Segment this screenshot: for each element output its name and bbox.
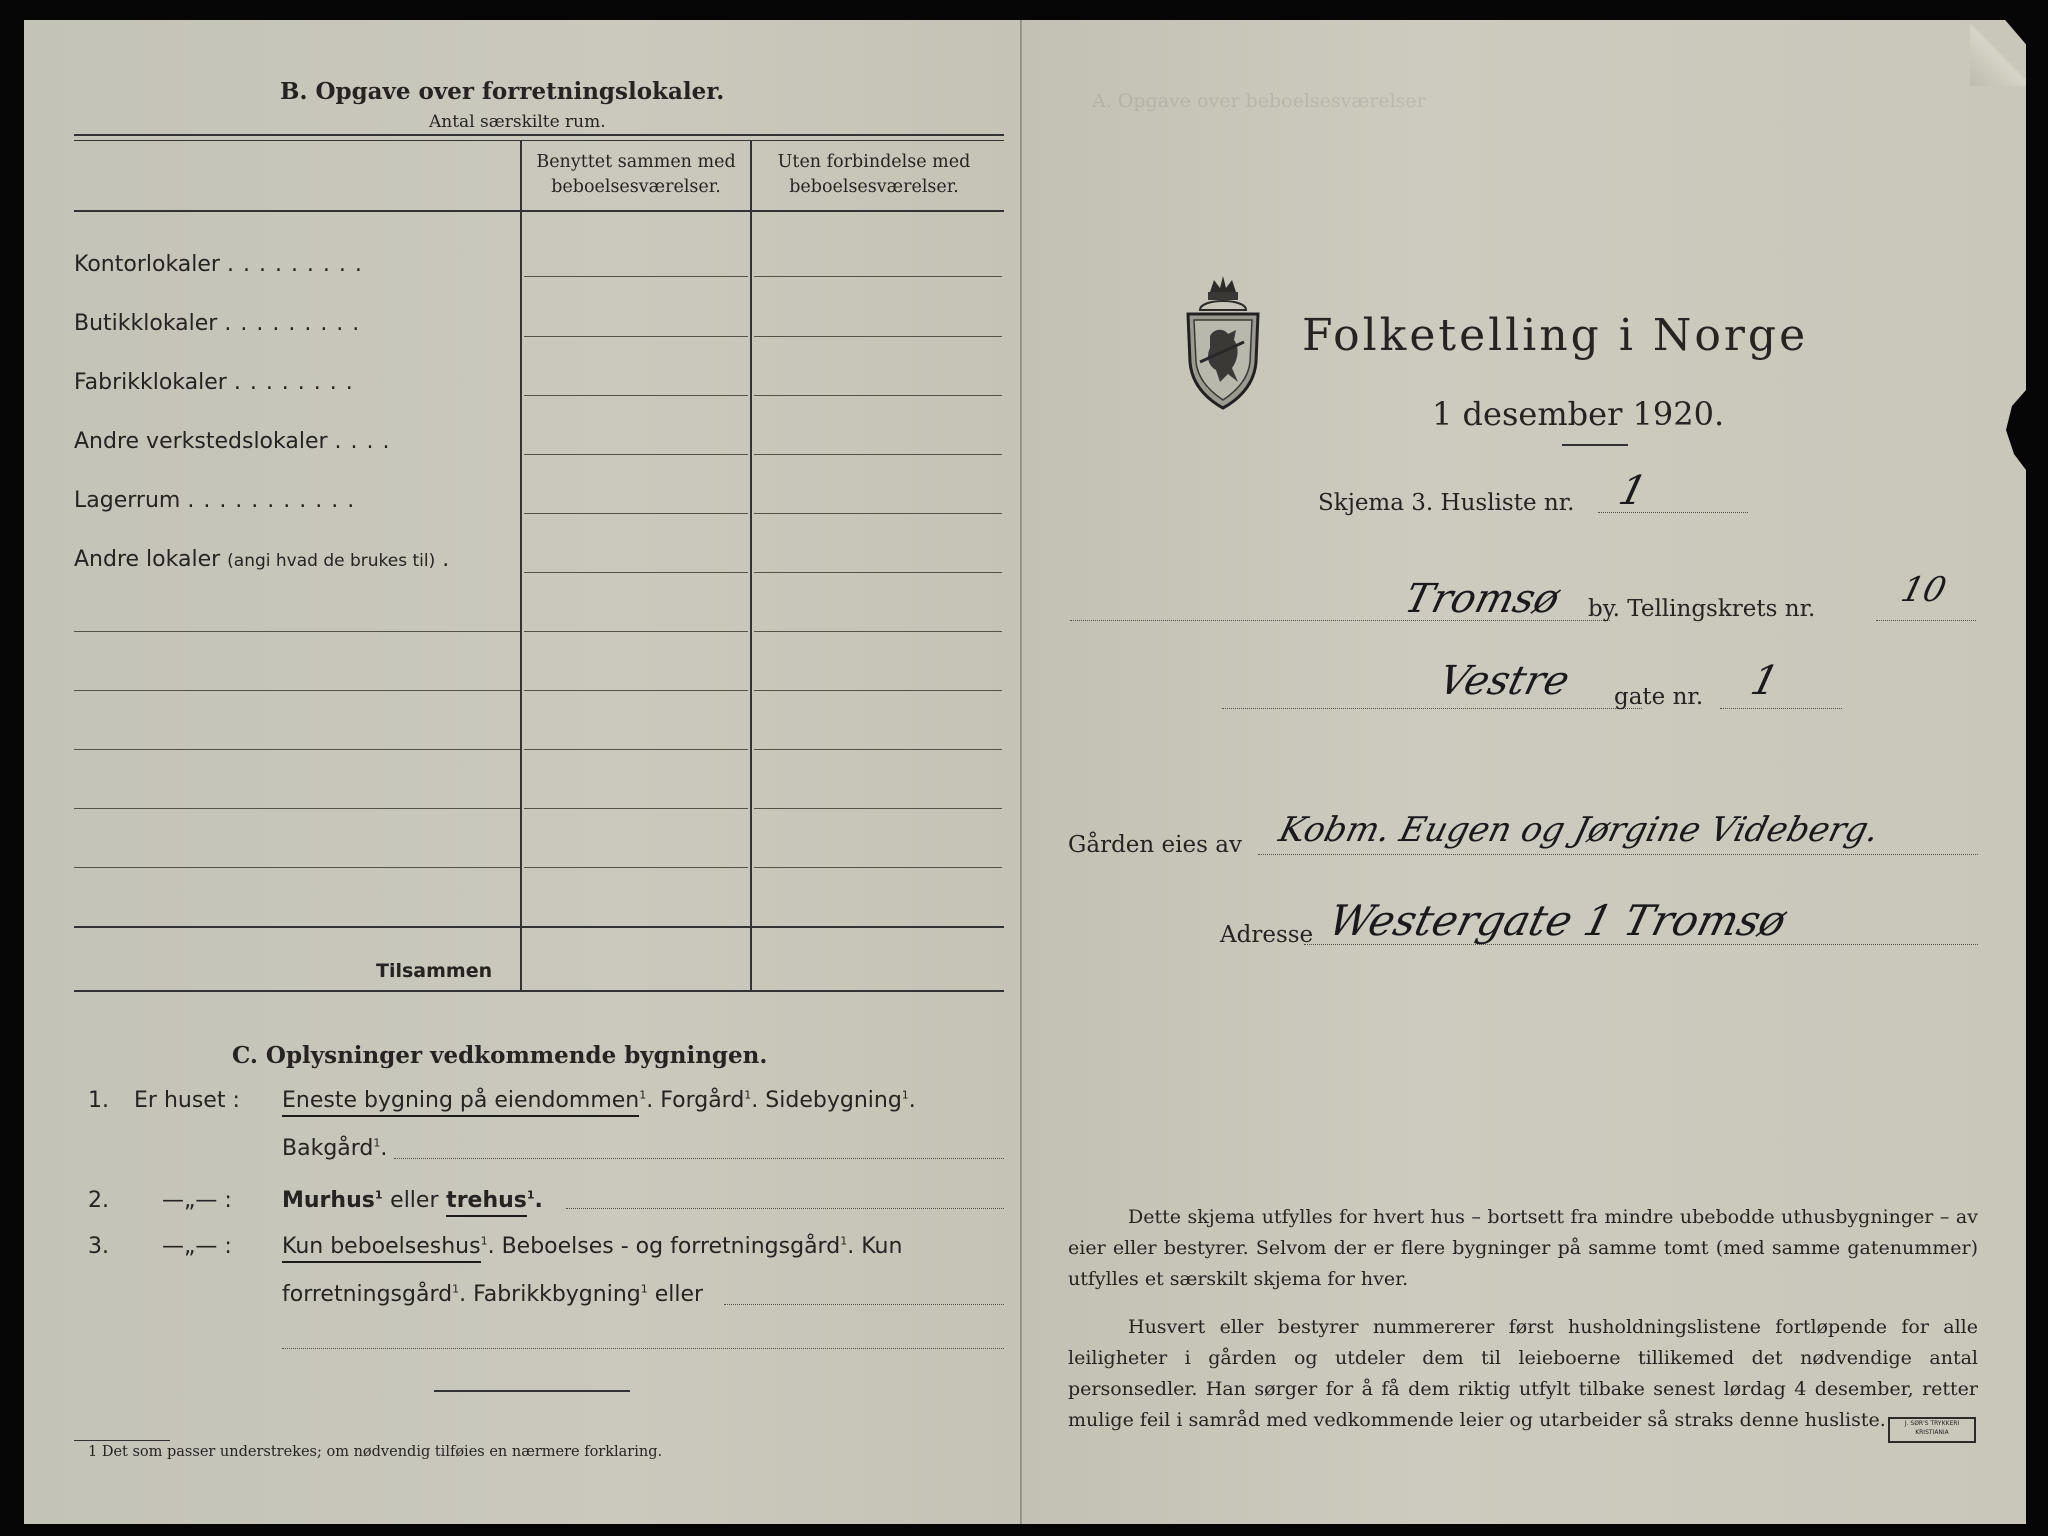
title-rule [1562, 444, 1628, 446]
col-header-separate-line2: beboelsesværelser. [789, 177, 959, 197]
footnote: 1 Det som passer understrekes; om nødvendig tilføies en nærmere forklaring. [88, 1444, 663, 1460]
table-col-divider-2 [750, 140, 752, 990]
item2-option-b: trehus [446, 1188, 527, 1217]
row-hint-andre: (angi hvad de brukes til) [227, 551, 436, 571]
row-name-butikk: Butikklokaler [74, 311, 218, 336]
item1-option-b: Forgård [660, 1088, 745, 1113]
item3-fill-line-2 [282, 1348, 1004, 1349]
cell-line [754, 808, 1002, 809]
item1-option-a: Eneste bygning på eiendommen [282, 1088, 639, 1117]
row-name-lager: Lagerrum [74, 488, 181, 513]
item3-option-d: forretningsgård [282, 1282, 453, 1307]
table-top-rule-thin [74, 140, 1004, 141]
sup: 1 [480, 1234, 488, 1248]
cell-line [754, 454, 1002, 455]
item2-fill-line [566, 1208, 1004, 1209]
sup: 1 [452, 1282, 460, 1296]
item2-num: 2. [88, 1188, 109, 1213]
bleed-through-text: A. Opgave over beboelsesværelser [1092, 90, 1426, 112]
item2-options: Murhus$^1$ eller trehus$^1$. [282, 1188, 543, 1213]
row-label-butikk [74, 311, 368, 336]
cell-line [754, 631, 1002, 632]
item3-option-e: Fabrikkbygning [473, 1282, 641, 1307]
cell-line [754, 690, 1002, 691]
row-name-kontor: Kontorlokaler [74, 252, 220, 277]
schema-label: Skjema 3. Husliste nr. [1318, 490, 1575, 516]
by-label: by. Tellingskrets nr. [1588, 596, 1816, 622]
item1-options: Eneste bygning på eiendommen$^1$. Forgård$^1$. Sidebygning$^1$. [282, 1088, 916, 1113]
cell-line [524, 867, 748, 868]
table-col-divider-1 [520, 140, 522, 990]
item3-num: 3. [88, 1234, 109, 1259]
cell-line [524, 276, 748, 277]
item1-option-d: Bakgård [282, 1136, 374, 1161]
cell-line [524, 690, 748, 691]
col-header-separate [754, 150, 994, 200]
section-b-title: B. Opgave over forretningslokaler. [280, 78, 725, 105]
row-name-fabrikk: Fabrikklokaler [74, 370, 227, 395]
item2-lead: —„— : [162, 1188, 232, 1213]
row-dots-verksted: .... [334, 429, 399, 454]
gate-value: Vestre [1434, 658, 1575, 704]
cell-line [754, 572, 1002, 573]
item1-option-c: Sidebygning [765, 1088, 902, 1113]
table-top-rule [74, 134, 1004, 136]
table-bottom-rule [74, 990, 1004, 992]
right-page [1022, 20, 2026, 1524]
owner-label: Gården eies av [1068, 832, 1242, 858]
item1-option-d-wrap: Bakgård$^1$. [282, 1136, 388, 1161]
section-b-subtitle: Antal særskilte rum. [429, 112, 606, 132]
cell-line [524, 336, 748, 337]
husliste-nr-value: 1 [1614, 468, 1652, 514]
row-dots-fabrikk: ........ [233, 370, 362, 395]
col-header-shared-line2: beboelsesværelser. [551, 177, 721, 197]
sup: 1 [901, 1088, 909, 1102]
row-label-kontor [74, 252, 371, 277]
item3-options: Kun beboelseshus$^1$. Beboelses - og forretningsgård$^1$. Kun [282, 1234, 902, 1259]
row-label-lager [74, 488, 363, 513]
col-header-shared-line1: Benyttet sammen med [536, 152, 736, 172]
item2-option-a: Murhus [282, 1188, 375, 1213]
cell-line [524, 808, 748, 809]
cell-line [754, 749, 1002, 750]
col-header-shared [524, 150, 748, 200]
item3-fill-line [724, 1304, 1004, 1305]
item3-lead: —„— : [162, 1234, 232, 1259]
blank-line [74, 749, 520, 750]
row-label-fabrikk [74, 370, 362, 395]
instructions-para-1: Dette skjema utfylles for hvert hus – bortsett fra mindre ubebodde uthusbygninger – av eier eller bestyrer. Selvom der er flere bygninger på samme tomt (med samme gatenummer) utfylles et særskilt skjema for hver. [1068, 1206, 1978, 1290]
blank-line [74, 867, 520, 868]
blank-line [74, 631, 520, 632]
sup: 1 [639, 1088, 647, 1102]
address-value: Westergate 1 Tromsø [1323, 896, 1792, 945]
cell-line [524, 631, 748, 632]
cell-line [754, 276, 1002, 277]
sup: 1 [744, 1088, 752, 1102]
cell-line [524, 454, 748, 455]
cell-line [524, 749, 748, 750]
gate-nr-value: 1 [1746, 658, 1784, 704]
owner-line [1258, 854, 1978, 855]
gate-line [1222, 708, 1642, 709]
norway-coat-of-arms-icon [1180, 270, 1266, 410]
by-value: Tromsø [1400, 576, 1565, 622]
item1-lead: Er huset : [134, 1088, 240, 1113]
row-dots-butikk: ......... [224, 311, 369, 336]
total-rule [74, 926, 1004, 928]
cell-line [754, 867, 1002, 868]
item3-option-c: Kun [861, 1234, 903, 1259]
gate-label: gate nr. [1614, 684, 1704, 710]
form-date: 1 desember 1920. [1432, 395, 1725, 433]
cell-line [524, 513, 748, 514]
row-label-andre: Andre lokaler (angi hvad de brukes til) . [74, 547, 450, 572]
sup: 1 [374, 1188, 383, 1202]
krets-nr-value: 10 [1897, 570, 1951, 610]
left-page [24, 20, 1020, 1524]
row-dots-kontor: ......... [226, 252, 371, 277]
blank-line [74, 690, 520, 691]
cell-line [754, 513, 1002, 514]
form-title: Folketelling i Norge [1302, 310, 1809, 361]
end-rule [434, 1390, 630, 1392]
section-c-title: C. Oplysninger vedkommende bygningen. [232, 1042, 768, 1069]
cell-line [754, 395, 1002, 396]
row-dots-lager: ........... [187, 488, 364, 513]
cell-line [754, 336, 1002, 337]
row-name-verksted: Andre verkstedslokaler [74, 429, 328, 454]
blank-line [74, 808, 520, 809]
gate-nr-line [1720, 708, 1842, 709]
col-header-separate-line1: Uten forbindelse med [777, 152, 971, 172]
sup: 1 [840, 1234, 848, 1248]
instructions-para-2: Husvert eller bestyrer nummererer først husholdningslistene fortløpende for alle leiligheter i gården og utdeler dem til leieboerne tillikemed det nødvendige antal personsedler. Han sørger for å få dem riktig utfylt tilbake senest lørdag 4 desember, retter mulige feil i samråd med vedkommende leier og utarbeider så straks denne husliste. [1068, 1316, 1978, 1431]
page-corner-shadow [1988, 0, 2048, 70]
item1-num: 1. [88, 1088, 109, 1113]
krets-line [1876, 620, 1976, 621]
sup: 1 [640, 1282, 648, 1296]
owner-value: Kobm. Eugen og Jørgine Videberg. [1275, 810, 1884, 850]
address-label: Adresse [1220, 922, 1314, 948]
item3-option-f: eller [654, 1282, 704, 1307]
item3-options-2: forretningsgård$^1$. Fabrikkbygning$^1$ eller [282, 1282, 704, 1307]
cell-line [524, 572, 748, 573]
item3-option-b: Beboelses - og forretningsgård [501, 1234, 841, 1259]
item3-option-a: Kun beboelseshus [282, 1234, 481, 1263]
sup: 1 [526, 1188, 535, 1202]
cell-line [524, 395, 748, 396]
item1-fill-line [394, 1158, 1004, 1159]
row-name-andre: Andre lokaler [74, 547, 221, 572]
footnote-rule [74, 1440, 170, 1441]
item2-or: eller [390, 1188, 439, 1213]
printer-stamp: J. SØR'S TRYKKERI KRISTIANIA [1888, 1417, 1976, 1443]
sup: 1 [373, 1136, 381, 1150]
row-label-verksted [74, 429, 399, 454]
torn-edge [2006, 390, 2026, 470]
total-label: Tilsammen [376, 960, 493, 982]
table-header-rule [74, 210, 1004, 212]
